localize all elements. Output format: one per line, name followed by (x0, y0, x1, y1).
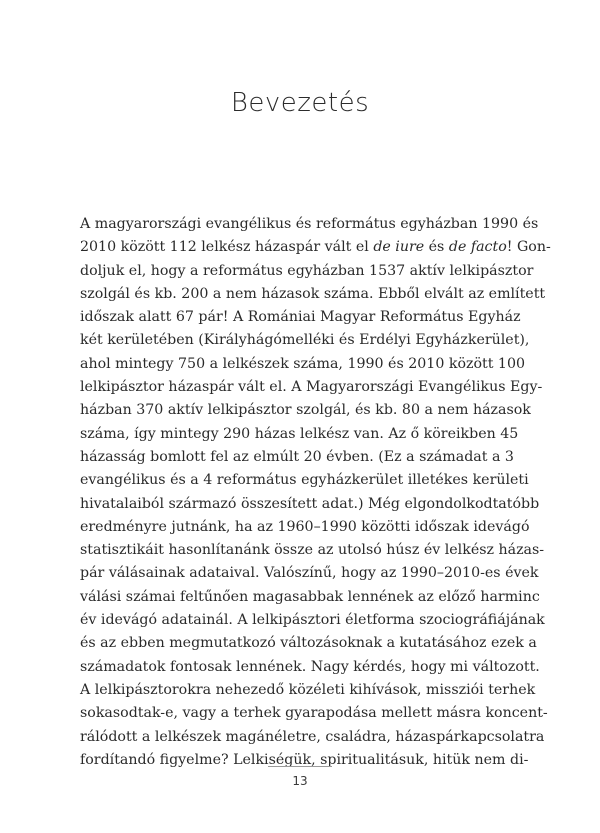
text-line: hivatalaiból származó összesített adat.) Még elgondolkodtatóbb (80, 495, 540, 512)
text-line: ahol mintegy 750 a lelkészek száma, 1990 és 2010 között 100 (80, 355, 526, 372)
text-line: rálódott a lelkészek magánéletre, családra, házaspárkapcsolatra (80, 728, 545, 745)
body-paragraph (80, 213, 551, 772)
text-line: doljuk el, hogy a református egyházban 1537 aktív lelkipásztor (80, 262, 534, 279)
text-line: statisztikáit hasonlítanánk össze az utolsó húsz év lelkész házas- (80, 542, 545, 559)
text-line: házasság bomlott fel az elmúlt 20 évben. (Ez a számadat a 3 (80, 448, 514, 465)
text-line: két kerületében (Királyhágómelléki és Erdélyi Egyházkerület), (80, 332, 530, 349)
text-line: időszak alatt 67 pár! A Romániai Magyar Református Egyház (80, 309, 521, 326)
text-line: válási számai feltűnően magasabbak lennének az előző harminc (80, 588, 540, 605)
text-line: pár válásainak adataival. Valószínű, hogy az 1990–2010-es évek (80, 565, 539, 582)
text-line: 2010 között 112 lelkész házaspár vált el de iure és de facto! Gon- (80, 239, 551, 256)
text-line: sokasodtak-e, vagy a terhek gyarapodása mellett másra koncent- (80, 705, 548, 722)
text-line: év idevágó adatainál. A lelkipásztori életforma szociográfiájának (80, 612, 545, 629)
text-line: evangélikus és a 4 református egyházkerület illetékes kerületi (80, 472, 529, 489)
text-line: szolgál és kb. 200 a nem házasok száma. Ebből elvált az említett (80, 285, 546, 302)
text-line: számadatok fontosak lennének. Nagy kérdés, hogy mi változott. (80, 658, 540, 675)
page-number: 13 (292, 774, 308, 788)
text-line: eredményre jutnánk, ha az 1960–1990 közötti időszak idevágó (80, 518, 530, 535)
text-line: fordítandó figyelme? Lelkiségük, spiritualitásuk, hitük nem di- (80, 751, 529, 768)
text-line: száma, így mintegy 290 házas lelkész van. Az ő köreikben 45 (80, 425, 519, 442)
text-line: lelkipásztor házaspár vált el. A Magyarországi Evangélikus Egy- (80, 379, 543, 396)
text-line: A magyarországi evangélikus és református egyházban 1990 és (80, 216, 539, 232)
text-line: A lelkipásztorokra nehezedő közéleti kihívások, missziói terhek (80, 681, 536, 698)
page-number-rule (268, 766, 332, 767)
text-line: házban 370 aktív lelkipásztor szolgál, és kb. 80 a nem házasok (80, 402, 531, 419)
text-line: és az ebben megmutatkozó változásoknak a kutatásához ezek a (80, 635, 537, 652)
chapter-title: Bevezetés (230, 88, 370, 118)
